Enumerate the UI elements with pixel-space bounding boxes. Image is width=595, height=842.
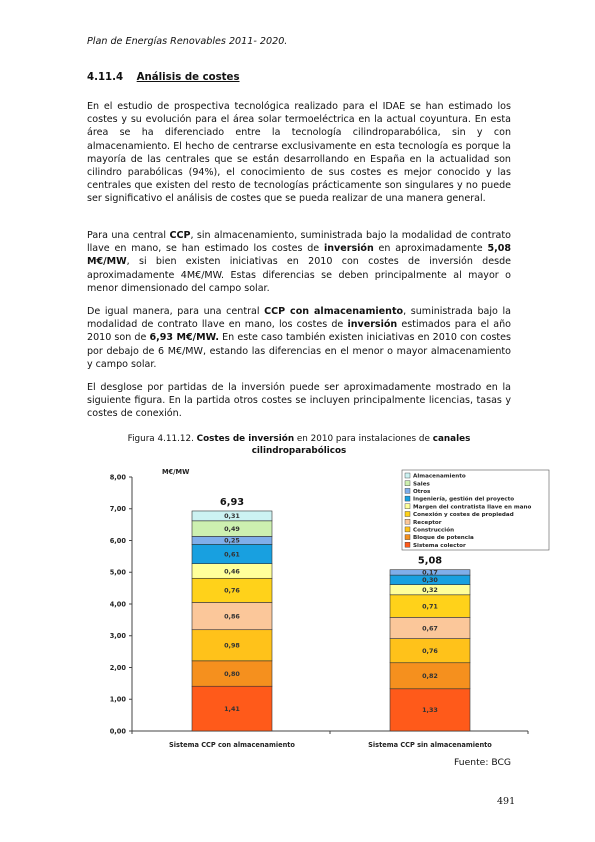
bar-segment-label: 0,67 [422, 624, 438, 633]
paragraph-text: En el estudio de prospectiva tecnológica realizado para el IDAE se han estimado los costes y su evolución para el área solar termoeléctrica en la actual coyuntura. En esta área se ha diferenciado entre la tecnología cilindroparabólica, sin y con almacenamiento. El hecho de centrarse exclusivamente en esta tecnología es porque la mayoría de las centrales que se están desarrollando en España en la actualidad son cilindro parabólicas (94%), el conocimiento de sus costes es mejor conocido y las centrales que existen del resto de tecnologías prácticamente son singulares y no puede ser significativo el análisis de costes que se pueda realizar de una manera general. [87, 101, 511, 205]
paragraph-text: En este caso también existen iniciativas en 2010 con costes por debajo de 6 M€/MW, estando las diferencias en el menor o mayor almacenamiento y campo solar. [87, 332, 512, 370]
legend-swatch [405, 535, 410, 540]
bar-segment-label: 1,33 [422, 706, 438, 715]
bar-segment-label: 0,30 [422, 576, 438, 585]
bar-segment-label: 0,82 [422, 672, 438, 681]
y-tick-label: 7,00 [109, 505, 126, 514]
bar-segment-label: 0,49 [224, 524, 240, 533]
y-tick-label: 6,00 [109, 536, 126, 545]
legend-swatch [405, 519, 410, 524]
page-number: 491 [497, 796, 516, 807]
y-tick-label: 4,00 [109, 600, 126, 609]
bar-segment-label: 0,98 [224, 641, 240, 650]
legend-swatch [405, 542, 410, 547]
paragraph-text: De igual manera, para una central [87, 306, 265, 317]
caption-line-2: cilindroparabólicos [251, 446, 347, 456]
bold-text: 5,08 M€/MW [87, 243, 512, 268]
legend-swatch [405, 504, 410, 509]
bar-segment-label: 0,71 [422, 602, 438, 611]
bold-text: CCP con almacenamiento [264, 306, 404, 317]
bar-segment-label: 0,31 [224, 512, 240, 521]
legend-label: Receptor [413, 519, 442, 526]
bar-segment-label: 0,46 [224, 567, 240, 576]
legend-label: Construcción [413, 527, 455, 534]
legend-swatch [405, 488, 410, 493]
caption-prefix: Figura 4.11.12. [127, 434, 197, 444]
bold-text: inversión [323, 243, 374, 255]
paragraph-text: , sin almacenamiento, suministrada bajo la modalidad de contrato llave en mano, se han estimado los costes de [87, 230, 511, 255]
x-category-label: Sistema CCP con almacenamiento [169, 741, 295, 749]
paragraph-text: El desglose por partidas de la inversión puede ser aproximadamente mostrado en la siguiente figura. En la partida otros costes se incluyen principalmente licencias, tasas y costes de conexión. [87, 382, 511, 420]
legend-label: Ingeniería, gestión del proyecto [413, 496, 515, 503]
y-axis-unit-label: M€/MW [162, 468, 190, 476]
paragraph-text: en aproximadamente [373, 243, 488, 255]
legend-swatch [405, 473, 410, 478]
figure-source: Fuente: BCG [454, 757, 512, 768]
bar-segment-label: 0,25 [224, 536, 240, 545]
caption-bold-2: canales [432, 434, 471, 444]
page-header: Plan de Energías Renovables 2011- 2020. [87, 36, 288, 47]
legend-label: Almacenamiento [413, 473, 466, 480]
y-tick-label: 3,00 [109, 632, 126, 641]
legend-label: Margen del contratista llave en mano [413, 504, 532, 511]
x-category-label: Sistema CCP sin almacenamiento [368, 741, 492, 749]
legend-label: Conexión y costes de propiedad [413, 512, 514, 519]
bar-total-label: 5,08 [417, 555, 443, 567]
legend-label: Sistema colector [413, 542, 466, 549]
bar-segment-label: 1,41 [224, 704, 240, 713]
bold-text: 6,93 M€/MW. [149, 332, 220, 344]
bar-segment-label: 0,76 [422, 646, 438, 655]
bold-text: CCP [169, 230, 191, 241]
y-tick-label: 8,00 [109, 473, 126, 482]
y-tick-label: 1,00 [109, 695, 126, 704]
legend-label: Sales [413, 481, 430, 488]
legend-swatch [405, 481, 410, 486]
paragraph-text: , si bien existen iniciativas en 2010 con costes de inversión desde aproximadamente 4M€/MW. Estas diferencias se deben principalmente al mayor o menor dimensionado del campo solar. [87, 256, 511, 294]
y-tick-label: 2,00 [109, 663, 126, 672]
legend-label: Bloque de potencia [413, 535, 474, 542]
bold-text: inversión [347, 319, 398, 331]
bar-segment-label: 0,17 [422, 568, 438, 577]
y-tick-label: 5,00 [109, 568, 126, 577]
y-tick-label: 0,00 [109, 727, 126, 736]
bar-segment-label: 0,80 [224, 669, 240, 678]
paragraph-text: Para una central [87, 230, 170, 241]
bar-total-label: 6,93 [219, 496, 245, 508]
legend-swatch [405, 527, 410, 532]
bar-segment-label: 0,86 [224, 612, 240, 621]
caption-bold-1: Costes de inversión [196, 434, 295, 444]
legend-label: Otros [413, 489, 431, 495]
paragraph-text: estimados para el año 2010 son de [87, 319, 511, 344]
bar-segment-label: 0,76 [224, 586, 240, 595]
legend-swatch [405, 512, 410, 517]
bar-segment-label: 0,32 [422, 586, 438, 595]
bar-segment-label: 0,61 [224, 550, 240, 559]
legend-swatch [405, 496, 410, 501]
section-number: 4.11.4 [87, 72, 124, 83]
section-title: Análisis de costes [136, 72, 240, 83]
paragraph-text: , suministrada bajo la modalidad de contrato llave en mano, los costes de [87, 306, 511, 331]
caption-mid: en 2010 para instalaciones de [294, 434, 433, 444]
